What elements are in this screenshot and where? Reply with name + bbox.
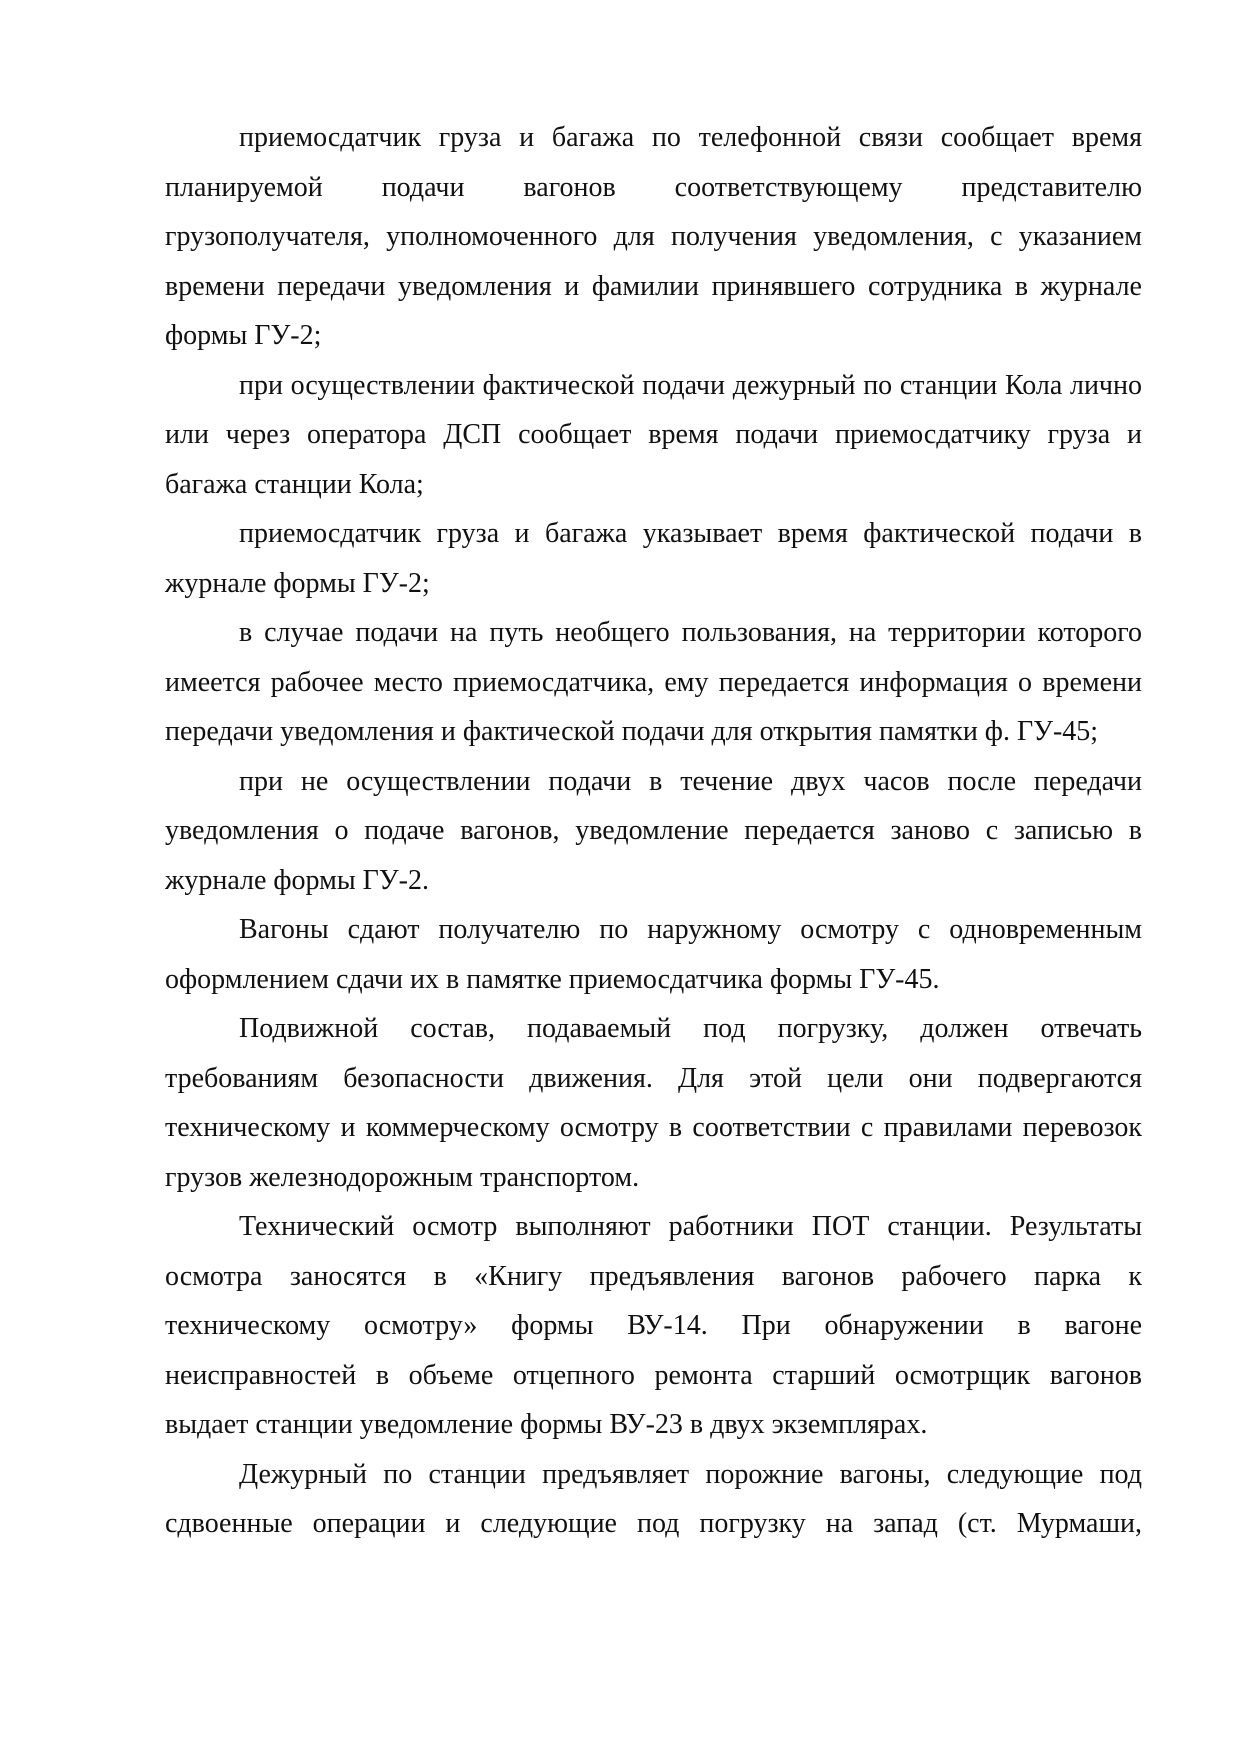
paragraph-actual-delivery: при осуществлении фактической подачи дежурный по станции Кола лично или через оператора ДСП сообщает время подачи приемосдатчику груза и багажа станции Кола;: [165, 369, 1142, 500]
paragraph-empty-wagons: Дежурный по станции предъявляет порожние вагоны, следующие под сдвоенные операции и следующие под погрузку на запад (ст. Мурмаши,: [165, 1458, 1142, 1539]
paragraph-private-track: в случае подачи на путь необщего пользования, на территории которого имеется рабочее место приемосдатчика, ему передается информация о времени передачи уведомления и фактической подачи для открытия памятки ф. ГУ-45;: [165, 617, 1142, 747]
paragraph-journal-entry: приемосдатчик груза и багажа указывает время фактической подачи в журнале формы ГУ-2;: [165, 518, 1142, 599]
paragraph-technical-inspection: Технический осмотр выполняют работники ПОТ станции. Результаты осмотра заносятся в «Книгу предъявления вагонов рабочего парка к техническому осмотру» формы ВУ-14. При обнаружении в вагоне неисправностей в объеме отцепного ремонта старший осмотрщик вагонов выдает станции уведомление формы ВУ-23 в двух экземплярах.: [165, 1211, 1142, 1440]
paragraph-notification-phone: приемосдатчик груза и багажа по телефонной связи сообщает время планируемой подачи вагонов соответствующему представителю грузополучателя, уполномоченного для получения уведомления, с указанием времени передачи уведомления и фамилии принявшего сотрудника в журнале формы ГУ-2;: [165, 122, 1142, 351]
paragraph-rolling-stock: Подвижной состав, подаваемый под погрузку, должен отвечать требованиям безопасности движения. Для этой цели они подвергаются техническому и коммерческому осмотру в соответствии с правилами перевозок грузов железнодорожным транспортом.: [165, 1013, 1142, 1193]
paragraph-wagon-handover: Вагоны сдают получателю по наружному осмотру с одновременным оформлением сдачи их в памятке приемосдатчика формы ГУ-45.: [165, 914, 1142, 995]
paragraph-no-delivery: при не осуществлении подачи в течение двух часов после передачи уведомления о подаче вагонов, уведомление передается заново с записью в журнале формы ГУ-2.: [165, 765, 1142, 896]
document-body: [165, 113, 1142, 1549]
